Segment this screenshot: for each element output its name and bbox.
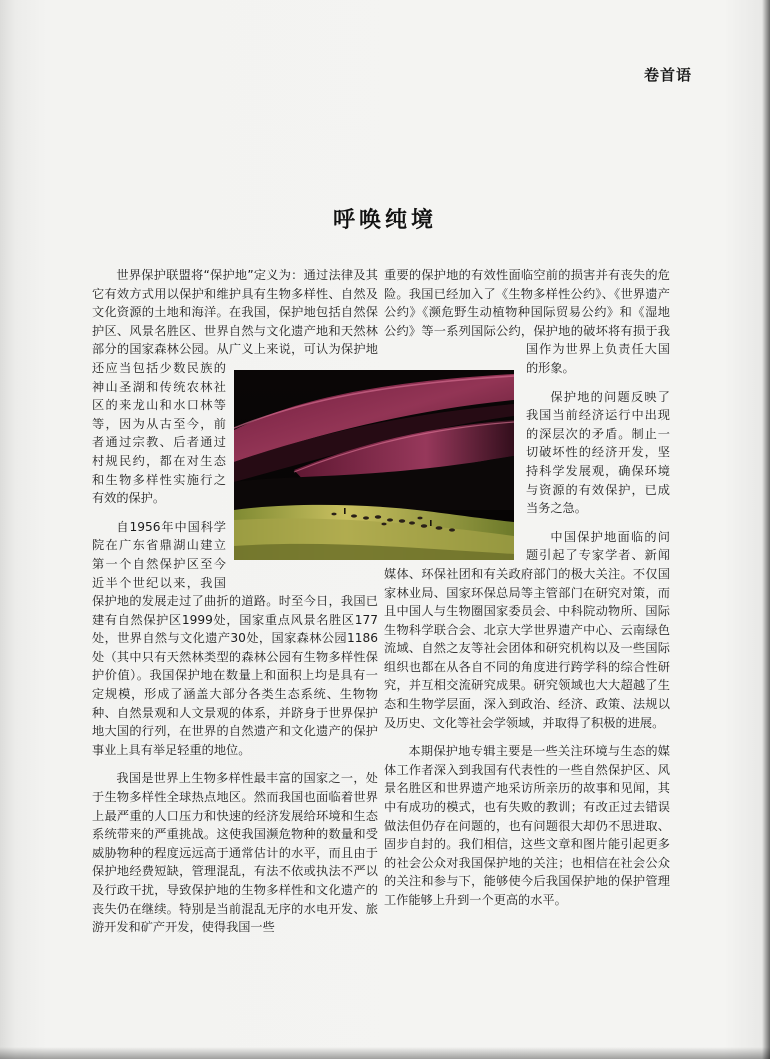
paragraph-continued: 重要的保护地的有效性面临空前的损害并有丧失的危险。我国已经加入了《生物多样性公约》、《世界遗产公约》《濒危野生动植物种国际贸易公约》和《湿地公约》等一系列国际公约，保护地的破坏将有损于我国作为世界上负责任大国的形象。 [384,268,670,375]
page-bottom-shadow [0,1047,770,1059]
paragraph: 保护地的问题反映了我国当前经济运行中出现的深层次的矛盾。制止一切破坏性的经济开发，坚持科学发展观，确保环境与资源的有效保护，已成当务之急。 [526,389,670,516]
landscape-photo [234,370,514,560]
right-column [384,266,670,916]
landscape-photo-art [234,370,514,560]
page-edge-shadow [762,0,770,1059]
paragraph: 中国保护地面临的问题引起了专家学者、新闻媒体、环保社团和有关政府部门的极大关注。不仅国家林业局、国家环保总局等主管部门在研究对策，而且中国人与生物圈国家委员会、中科院动物所、国际生物科学联合会、北京大学世界遗产中心、云南绿色流域、自然之友等社会团体和研究机构以及一些国际组织也都在从各自不同的角度进行跨学科的综合性研究，并互相交流研究成果。研究领域也大大超越了生态和生物学层面，深入到政治、经济、政策、法规以及历史、文化等社会学领域，并取得了积极的进展。 [384,529,670,730]
paragraph: 自1956年中国科学院在广东省鼎湖山建立第一个自然保护区至今近半个世纪以来，我国保护地的发展走过了曲折的道路。时至今日，我国已建有自然保护区1999处，国家重点风景名胜区177处，世界自然与文化遗产30处，国家森林公园1186处（其中只有天然林类型的森林公园有生物多样性保护价值）。我国保护地在数量上和面积上均是具有一定规模，形成了涵盖大部分各类生态系统、生物物种、自然景观和人文景观的体系，并跻身于世界保护地大国的行列，在世界的自然遗产和文化遗产的保护事业上具有举足轻重的地位。 [92,519,378,757]
paragraph: 本期保护地专辑主要是一些关注环境与生态的媒体工作者深入到我国有代表性的一些自然保护区、风景名胜区和世界遗产地采访所亲历的故事和见闻，其中有成功的模式，也有失败的教训；有改正过去错误做法但仍存在问题的，也有问题很大却仍不思进取、固步自封的。我们相信，这些文章和图片能引起更多的社会公众对我国保护地的关注；也相信在社会公众的关注和参与下，能够使今后我国保护地的保护管理工作能够上升到一个更高的水平。 [384,744,670,907]
paragraph: 世界保护联盟将“保护地”定义为：通过法律及其它有效方式用以保护和维护具有生物多样性、自然及文化资源的土地和海洋。在我国，保护地包括自然保护区、风景名胜区、世界自然与文化遗产地和天然林部分的国家森林公园。从广义上来说，可认为保护地还应当包括少数民族的神山圣湖和传统农林社区的来龙山和水口林等等，因为从古至今，前者通过宗教、后者通过村规民约，都在对生态和生物多样性实施行之有效的保护。 [92,268,378,506]
section-label: 卷首语 [643,66,692,84]
paragraph: 我国是世界上生物多样性最丰富的国家之一，处于生物多样性全球热点地区。然而我国也面临着世界上最严重的人口压力和快速的经济发展给环境和生态系统带来的严重挑战。这使我国濒危物种的数量和受威胁物种的程度远远高于通常估计的水平，而且由于保护地经费短缺，管理混乱，有法不依或执法不严以及行政干扰，导致保护地的生物多样性和文化遗产的丧失仍在继续。特别是当前混乱无序的水电开发、旅游开发和矿产开发，使得我国一些 [92,771,378,935]
article-title: 呼唤纯境 [332,208,437,233]
left-column [92,266,378,935]
